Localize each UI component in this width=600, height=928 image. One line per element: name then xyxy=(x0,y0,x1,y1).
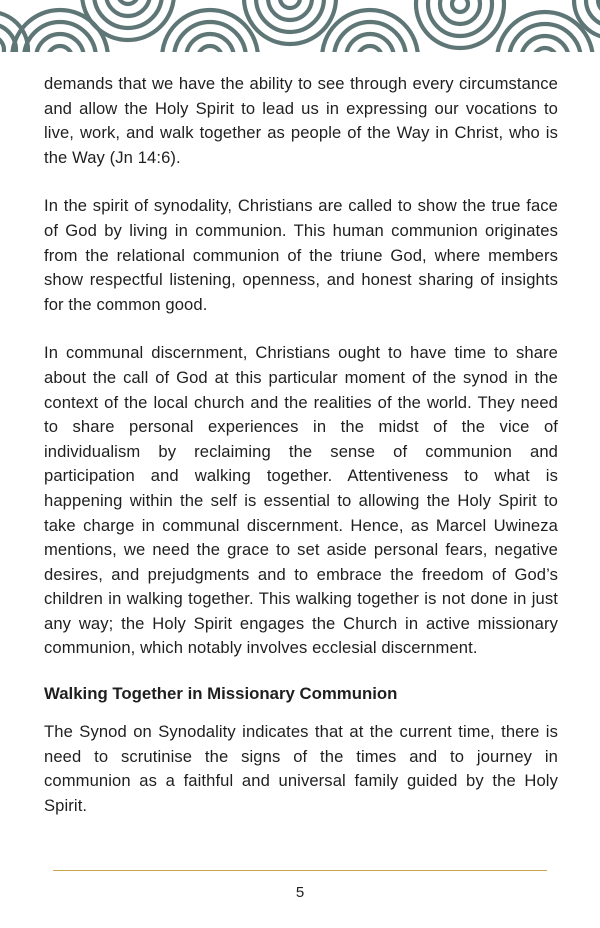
pattern-swirl-3 xyxy=(82,0,174,40)
pattern-swirl-4 xyxy=(162,10,258,52)
header-decorative-pattern xyxy=(0,0,600,52)
pattern-swirl-5 xyxy=(244,0,336,44)
paragraph-synod-on-synodality: The Synod on Synodality indicates that at the current time, there is need to scrutinise the signs of the times and to journey in communion as a faithful and universal family guided by the Holy Spirit. xyxy=(44,722,558,815)
section-heading: Walking Together in Missionary Communion xyxy=(44,684,398,704)
footer-divider xyxy=(53,870,547,871)
paragraph-continuation: demands that we have the ability to see through every circumstance and allow the Holy Spirit to lead us in expressing our vocations to live, work, and walk together as people of the Way in Christ, who is the Way (Jn 14:6). xyxy=(44,74,558,167)
paragraph-synodality-communion: In the spirit of synodality, Christians are called to show the true face of God by living in communion. This human communion originates from the relational communion of the triune God, where members show respectful listening, openness, and honest sharing of insights for the common good. xyxy=(44,196,558,314)
page-body xyxy=(44,72,558,818)
paragraph-communal-discernment: In communal discernment, Christians ought to have time to share about the call of God at this particular moment of the synod in the context of the local church and the realities of the world. They need to share personal experiences in the midst of the vice of individualism by reclaiming the sense of communion and participation and walking together. Attentiveness to what is happening within the self is essential to allowing the Holy Spirit to take charge in communal discernment. Hence, as Marcel Uwineza mentions, we need the grace to set aside personal fears, negative desires, and prejudgments and to embrace the freedom of God’s children in walking together. This walking together is not done in just any way; the Holy Spirit engages the Church in active missionary communion, which notably involves ecclesial discernment. xyxy=(44,343,558,658)
pattern-swirl-7 xyxy=(416,0,504,48)
pattern-swirl-6 xyxy=(322,10,418,52)
pattern-swirl-9 xyxy=(574,0,600,38)
pattern-swirl-2 xyxy=(12,10,108,52)
page-number: 5 xyxy=(295,884,305,901)
